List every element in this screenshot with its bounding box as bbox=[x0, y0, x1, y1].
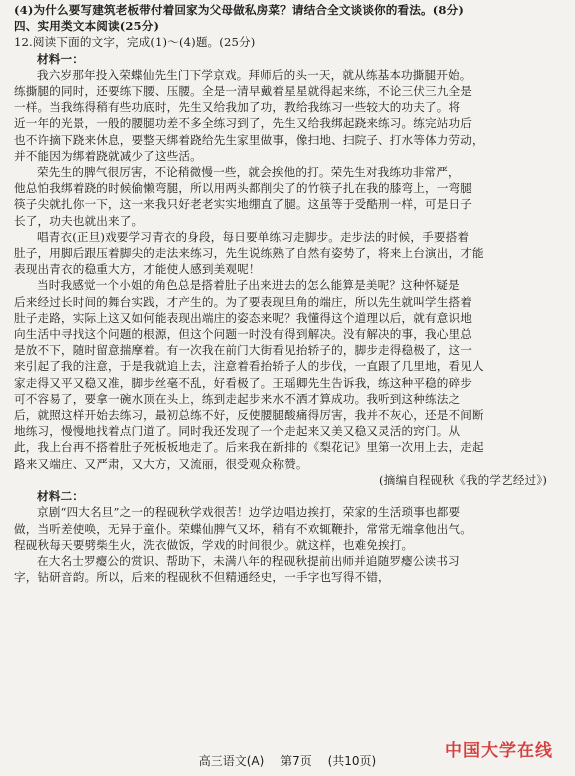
text-line: 我六岁那年投入荣蝶仙先生门下学京戏。拜师后的头一天，就从练基本功撕腿开始。 bbox=[37, 67, 472, 82]
text-line: 在大名士罗瘿公的赏识、帮助下，未满八年的程砚秋提前出师并追随罗瘿公读书习 bbox=[37, 553, 460, 568]
text-line: 一样。当我练得稍有些功底时，先生又给我加了功，教给我练习一些较大的功夫了。将 bbox=[14, 100, 461, 115]
text-line: 程砚秋每天要劈柴生火，洗衣做饭，学戏的时间很少。就这样，也难免挨打。 bbox=[14, 537, 414, 552]
text-line: 材料二： bbox=[37, 489, 84, 504]
text-line: (4)为什么要写建筑老板带付着回家为父母做私房菜？请结合全文谈谈你的看法。(8分) bbox=[14, 3, 465, 17]
text-line: 当时我感觉一个小姐的角色总是搭着肚子出来进去的怎么能算是美呢？这种怀疑是 bbox=[37, 278, 460, 293]
text-line: 他总怕我绑着跷的时候偷懒弯腿，所以用两头都削尖了的竹筷子扎在我的膝弯上，一弯腿 bbox=[14, 181, 473, 196]
text-line: 四、实用类文本阅读(25分) bbox=[14, 19, 160, 34]
document-body bbox=[14, 2, 561, 585]
text-line: 做，当听差使唤，无异于童仆。荣蝶仙脾气又坏，稍有不欢辄鞭扑，常常无端拿他出气。 bbox=[14, 521, 473, 536]
text-line: 家走得又平又稳又准，脚步丝毫不乱，好看极了。王瑶卿先生告诉我，练这种平稳的碎步 bbox=[14, 375, 473, 390]
text-line: 筷子尖就扎你一下，这一来我只好老老实实地绷直了腿。这虽等于受酷刑一样，可是日子 bbox=[14, 197, 473, 212]
text-line: 表现出青衣的稳重大方，才能使人感到美观呢！ bbox=[14, 262, 261, 277]
text-line: 字，钻研音韵。所以，后来的程砚秋不但精通经史，一手字也写得不错， bbox=[14, 570, 390, 585]
footer-total-pages: (共10页) bbox=[327, 754, 377, 768]
text-line: 路来又端庄、又严肃，又大方，又流丽，很受观众称赞。 bbox=[14, 456, 308, 471]
text-line: (摘编自程砚秋《我的学艺经过》) bbox=[379, 472, 547, 487]
text-line: 向生活中寻找这个问题的根源，但这个问题一时没有得到解决。没有解决的事，我心里总 bbox=[14, 327, 473, 342]
text-line: 后，就照这样开始去练习，最初总练不好，反使腰腿酸痛得厉害，我并不灰心，还是不间断 bbox=[14, 408, 484, 423]
text-line: 来引起了我的注意，于是我就追上去，注意着看抬轿子人的步伐，一直跟了几里地，看见人 bbox=[14, 359, 484, 374]
text-line: 材料一： bbox=[37, 51, 84, 66]
watermark-logo: 中国大学在线 bbox=[445, 741, 553, 761]
text-line: 后来经过长时间的舞台实践，才产生的。为了要表现旦角的端庄，所以先生就叫学生搭着 bbox=[14, 294, 473, 309]
footer-page-number: 第7页 bbox=[280, 754, 312, 768]
text-line: 唱青衣(正旦)戏要学习青衣的身段，每日要单练习走脚步。走步法的时候，手要搭着 bbox=[37, 229, 470, 244]
text-line: 近一年的光景，一般的腰腿功差不多全练习到了，先生又给我绑起跷来练习。练完站功后 bbox=[14, 116, 473, 131]
text-line: 可不容易了，要拿一碗水顶在头上，练到走起步来水不洒才算成功。我听到这种练法之 bbox=[14, 391, 461, 406]
text-line: 京剧“四大名旦”之一的程砚秋学戏很苦！边学边唱边挨打，荣家的生活琐事也都要 bbox=[37, 505, 461, 520]
text-line: 是放不下，随时留意揣摩着。有一次我在前门大街看见抬轿子的，脚步走得稳极了，这一 bbox=[14, 343, 473, 358]
text-line: 也不许摘下跷来休息，要整天绑着跷给先生家里做事，像扫地、扫院子、打水等体力劳动， bbox=[14, 132, 484, 147]
text-line: 12.阅读下面的文字，完成(1)～(4)题。(25分) bbox=[14, 35, 256, 50]
text-line: 肚子，用脚后跟压着脚尖的走法来练习，先生说练熟了自然有姿势了，将来上台演出，才能 bbox=[14, 246, 484, 261]
text-line: 此，我上台再不搭着肚子死板板地走了。后来我在新排的《梨花记》里第一次用上去，走起 bbox=[14, 440, 484, 455]
text-line: 肚子走路，实际上这又如何能表现出端庄的姿态来呢？我懂得这个道理以后，就有意识地 bbox=[14, 310, 473, 325]
text-line: 地练习，慢慢地找着点门道了。同时我还发现了一个走起来又美又稳又灵活的窍门。从 bbox=[14, 424, 461, 439]
text-line: 长了，功夫也就出来了。 bbox=[14, 213, 144, 228]
footer-subject: 高三语文(A) bbox=[198, 754, 265, 768]
text-line: 并不能因为绑着跷就减少了这些活。 bbox=[14, 148, 202, 163]
text-line: 荣先生的脾气很厉害，不论稍微慢一些，就会挨他的打。荣先生对我练功非常严， bbox=[37, 165, 460, 180]
text-line: 练撕腿的同时，还要练下腰、压腰。全是一清早戴着星星就得起来练，不论三伏三九全是 bbox=[14, 84, 473, 99]
